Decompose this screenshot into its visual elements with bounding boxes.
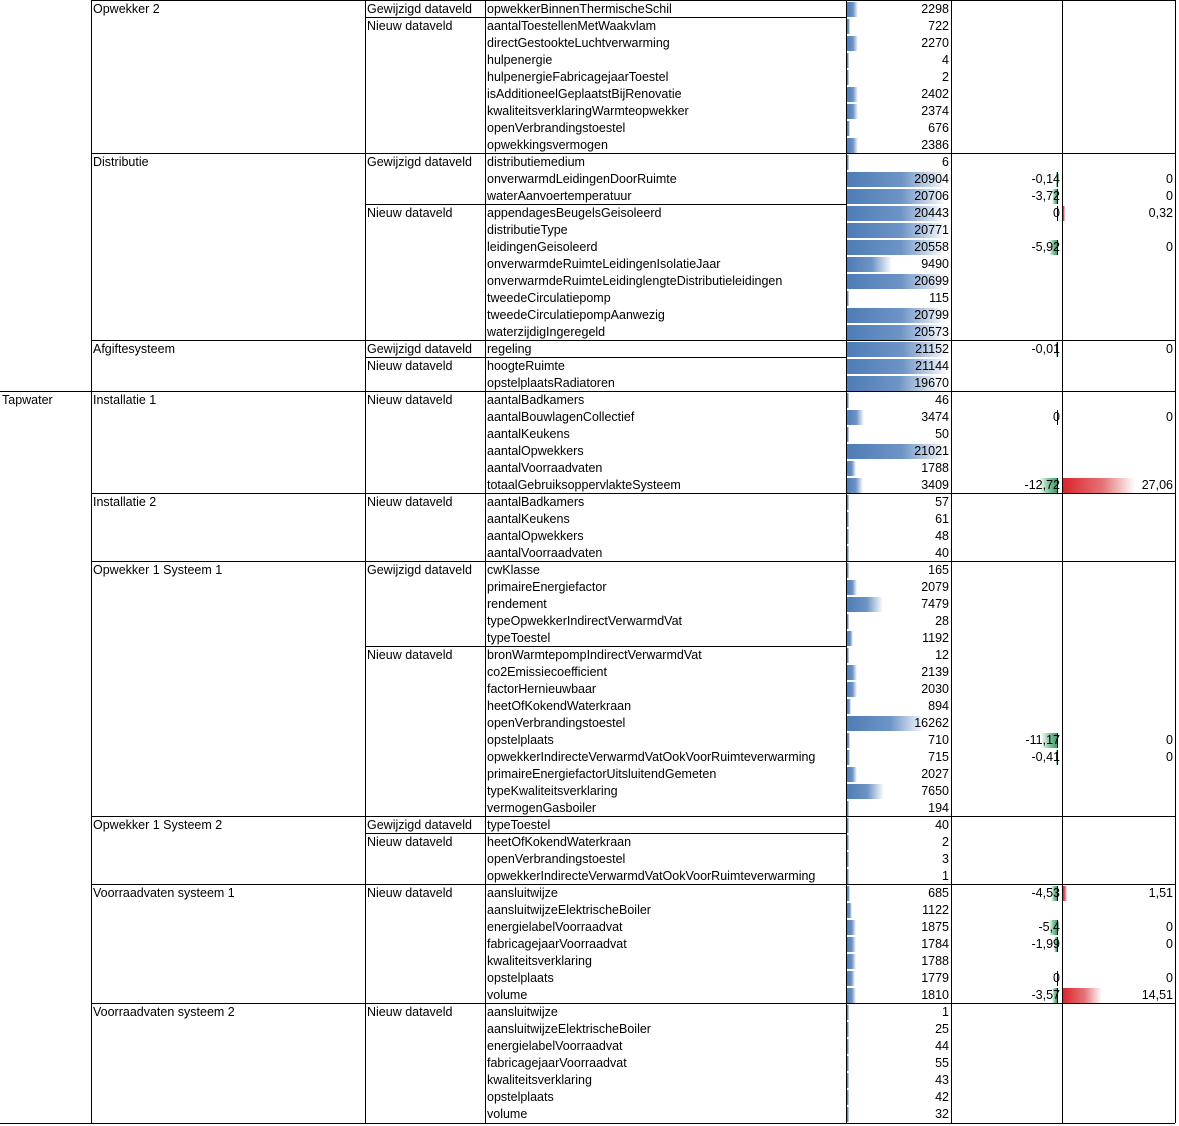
min-delta-cell[interactable]: 0 [1053,971,1060,985]
count-cell[interactable]: 55 [935,1056,949,1070]
min-delta-cell[interactable]: -1,99 [1031,937,1060,951]
group-cell[interactable]: Installatie 2 [93,495,157,509]
field-name-cell[interactable]: aansluitwijze [487,1005,558,1019]
field-name-cell[interactable]: opstelplaats [487,733,554,747]
max-delta-cell[interactable]: 14,51 [1141,988,1173,1002]
count-cell[interactable]: 1 [942,869,949,883]
count-cell[interactable]: 2139 [921,665,949,679]
field-name-cell[interactable]: opstelplaats [487,971,554,985]
count-cell[interactable]: 2030 [921,682,949,696]
count-cell[interactable]: 2 [942,70,949,84]
count-cell[interactable]: 1875 [921,920,949,934]
count-cell[interactable]: 20799 [914,308,949,322]
field-name-cell[interactable]: totaalGebruiksoppervlakteSysteem [487,478,681,492]
count-cell[interactable]: 1788 [921,954,949,968]
change-type-cell[interactable]: Nieuw dataveld [367,886,453,900]
count-cell[interactable]: 2298 [921,2,949,16]
max-delta-cell[interactable]: 0 [1166,189,1173,203]
count-cell[interactable]: 194 [928,801,949,815]
count-cell[interactable]: 20443 [914,206,949,220]
change-type-cell[interactable]: Nieuw dataveld [367,359,453,373]
field-name-cell[interactable]: onverwarmdeRuimteLeidingenIsolatieJaar [487,257,721,271]
max-delta-cell[interactable]: 0 [1166,937,1173,951]
count-cell[interactable]: 20904 [914,172,949,186]
count-cell[interactable]: 25 [935,1022,949,1036]
field-name-cell[interactable]: hoogteRuimte [487,359,565,373]
min-delta-cell[interactable]: -0,14 [1031,172,1060,186]
field-name-cell[interactable]: typeKwaliteitsverklaring [487,784,618,798]
field-name-cell[interactable]: openVerbrandingstoestel [487,716,626,730]
field-name-cell[interactable]: distributieType [487,223,568,237]
max-delta-cell[interactable]: 1,51 [1148,886,1173,900]
count-cell[interactable]: 715 [928,750,949,764]
count-cell[interactable]: 16262 [914,716,949,730]
count-cell[interactable]: 3474 [921,410,949,424]
min-delta-cell[interactable]: -5,92 [1031,240,1060,254]
max-delta-cell[interactable]: 0 [1166,172,1173,186]
count-cell[interactable]: 12 [935,648,949,662]
count-cell[interactable]: 2386 [921,138,949,152]
group-cell[interactable]: Distributie [93,155,149,169]
group-cell[interactable]: Installatie 1 [93,393,157,407]
field-name-cell[interactable]: isAdditioneelGeplaatstBijRenovatie [487,87,682,101]
change-type-cell[interactable]: Nieuw dataveld [367,393,453,407]
count-cell[interactable]: 710 [928,733,949,747]
min-delta-cell[interactable]: -12,72 [1024,478,1060,492]
field-name-cell[interactable]: aantalKeukens [487,512,570,526]
group-border [0,1123,1175,1124]
field-name-cell[interactable]: opstelplaats [487,1090,554,1104]
change-type-cell[interactable]: Nieuw dataveld [367,835,453,849]
change-type-cell[interactable]: Nieuw dataveld [367,495,453,509]
field-name-cell[interactable]: aantalBadkamers [487,393,585,407]
field-name-cell[interactable]: volume [487,1107,528,1121]
field-name-cell[interactable]: bronWarmtepompIndirectVerwarmdVat [487,648,702,662]
min-delta-cell[interactable]: -4,53 [1031,886,1060,900]
field-name-cell[interactable]: co2Emissiecoefficient [487,665,607,679]
category-cell[interactable]: Tapwater [2,393,53,407]
field-name-cell[interactable]: primaireEnergiefactor [487,580,607,594]
count-cell[interactable]: 42 [935,1090,949,1104]
field-name-cell[interactable]: aantalOpwekkers [487,529,584,543]
count-cell[interactable]: 2374 [921,104,949,118]
group-cell[interactable]: Voorraadvaten systeem 1 [93,886,235,900]
field-name-cell[interactable]: kwaliteitsverklaring [487,1073,592,1087]
group-cell[interactable]: Voorraadvaten systeem 2 [93,1005,235,1019]
field-name-cell[interactable]: heetOfKokendWaterkraan [487,835,632,849]
group-cell[interactable]: Opwekker 1 Systeem 2 [93,818,223,832]
count-cell[interactable]: 46 [935,393,949,407]
change-type-cell[interactable]: Nieuw dataveld [367,19,453,33]
field-name-cell[interactable]: tweedeCirculatiepomp [487,291,611,305]
change-type-cell[interactable]: Gewijzigd dataveld [367,342,472,356]
max-delta-cell[interactable]: 0 [1166,240,1173,254]
max-delta-cell[interactable]: 0 [1166,920,1173,934]
count-cell[interactable]: 50 [935,427,949,441]
column-border [1175,0,1176,1123]
group-cell[interactable]: Opwekker 1 Systeem 1 [93,563,223,577]
count-cell[interactable]: 44 [935,1039,949,1053]
count-cell[interactable]: 2270 [921,36,949,50]
count-cell[interactable]: 6 [942,155,949,169]
field-name-cell[interactable]: typeToestel [487,818,551,832]
field-name-cell[interactable]: vermogenGasboiler [487,801,597,815]
field-name-cell[interactable]: hulpenergie [487,53,553,67]
count-cell[interactable]: 676 [928,121,949,135]
count-cell[interactable]: 20699 [914,274,949,288]
count-cell[interactable]: 28 [935,614,949,628]
count-cell[interactable]: 57 [935,495,949,509]
field-name-cell[interactable]: directGestookteLuchtverwarming [487,36,670,50]
max-delta-cell[interactable]: 0 [1166,750,1173,764]
field-name-cell[interactable]: fabricagejaarVoorraadvat [487,1056,627,1070]
count-cell[interactable]: 20558 [914,240,949,254]
field-name-cell[interactable]: openVerbrandingstoestel [487,121,626,135]
change-type-cell[interactable]: Nieuw dataveld [367,648,453,662]
field-name-cell[interactable]: onverwarmdeRuimteLeidinglengteDistributieleidingen [487,274,783,288]
field-name-cell[interactable]: regeling [487,342,532,356]
max-delta-cell[interactable]: 0 [1166,342,1173,356]
min-delta-cell[interactable]: -5,4 [1038,920,1060,934]
min-delta-cell[interactable]: 0 [1053,410,1060,424]
field-name-cell[interactable]: cwKlasse [487,563,540,577]
field-name-cell[interactable]: typeOpwekkerIndirectVerwarmdVat [487,614,682,628]
count-cell[interactable]: 48 [935,529,949,543]
field-name-cell[interactable]: openVerbrandingstoestel [487,852,626,866]
count-cell[interactable]: 722 [928,19,949,33]
change-type-cell[interactable]: Gewijzigd dataveld [367,2,472,16]
count-cell[interactable]: 165 [928,563,949,577]
field-name-cell[interactable]: factorHernieuwbaar [487,682,597,696]
field-name-cell[interactable]: kwaliteitsverklaringWarmteopwekker [487,104,689,118]
count-cell[interactable]: 43 [935,1073,949,1087]
field-name-cell[interactable]: energielabelVoorraadvat [487,1039,623,1053]
group-cell[interactable]: Opwekker 2 [93,2,160,16]
count-cell[interactable]: 2 [942,835,949,849]
field-name-cell[interactable]: appendagesBeugelsGeisoleerd [487,206,662,220]
count-cell[interactable]: 21144 [915,359,949,373]
count-cell[interactable]: 894 [928,699,949,713]
field-name-cell[interactable]: fabricagejaarVoorraadvat [487,937,627,951]
field-name-cell[interactable]: opwekkerBinnenThermischeSchil [487,2,672,16]
field-name-cell[interactable]: energielabelVoorraadvat [487,920,623,934]
change-type-cell[interactable]: Gewijzigd dataveld [367,155,472,169]
count-cell[interactable]: 1788 [921,461,949,475]
field-name-cell[interactable]: aantalToestellenMetWaakvlam [487,19,657,33]
count-cell[interactable]: 1810 [921,988,949,1002]
count-cell[interactable]: 21152 [915,342,949,356]
count-cell[interactable]: 21021 [914,444,949,458]
field-name-cell[interactable]: onverwarmdLeidingenDoorRuimte [487,172,677,186]
count-cell[interactable]: 1 [942,1005,949,1019]
field-name-cell[interactable]: opwekkerIndirecteVerwarmdVatOokVoorRuimteverwarming [487,869,816,883]
min-delta-cell[interactable]: -0,01 [1031,342,1060,356]
change-type-cell[interactable]: Nieuw dataveld [367,1005,453,1019]
group-cell[interactable]: Afgiftesysteem [93,342,175,356]
count-cell[interactable]: 19670 [914,376,949,390]
field-name-cell[interactable]: aantalVoorraadvaten [487,461,603,475]
count-cell[interactable]: 61 [935,512,949,526]
field-name-cell[interactable]: leidingenGeisoleerd [487,240,598,254]
min-delta-cell[interactable]: -11,17 [1025,733,1060,747]
field-name-cell[interactable]: aantalVoorraadvaten [487,546,603,560]
min-delta-cell[interactable]: -0,41 [1031,750,1060,764]
count-cell[interactable]: 685 [928,886,949,900]
count-cell[interactable]: 9490 [921,257,949,271]
count-cell[interactable]: 4 [942,53,949,67]
field-name-cell[interactable]: opwekkingsvermogen [487,138,608,152]
count-cell[interactable]: 3409 [921,478,949,492]
field-name-cell[interactable]: distributiemedium [487,155,585,169]
count-cell[interactable]: 2079 [921,580,949,594]
field-name-cell[interactable]: primaireEnergiefactorUitsluitendGemeten [487,767,717,781]
count-cell[interactable]: 20573 [914,325,949,339]
field-name-cell[interactable]: opstelplaatsRadiatoren [487,376,615,390]
count-cell[interactable]: 3 [942,852,949,866]
count-cell[interactable]: 115 [929,291,949,305]
field-name-cell[interactable]: kwaliteitsverklaring [487,954,592,968]
field-name-cell[interactable]: aansluitwijze [487,886,558,900]
count-cell[interactable]: 1122 [922,903,949,917]
change-type-cell[interactable]: Nieuw dataveld [367,206,453,220]
field-name-cell[interactable]: aantalBadkamers [487,495,585,509]
max-delta-cell[interactable]: 0 [1166,971,1173,985]
max-delta-cell[interactable]: 0,32 [1148,206,1173,220]
count-cell[interactable]: 20771 [914,223,949,237]
max-delta-cell[interactable]: 27,06 [1141,478,1173,492]
max-delta-cell[interactable]: 0 [1166,410,1173,424]
field-name-cell[interactable]: typeToestel [487,631,551,645]
change-type-cell[interactable]: Gewijzigd dataveld [367,563,472,577]
count-cell[interactable]: 1779 [921,971,949,985]
field-name-cell[interactable]: aantalBouwlagenCollectief [487,410,635,424]
min-delta-cell[interactable]: -3,57 [1031,988,1060,1002]
count-cell[interactable]: 20706 [914,189,949,203]
field-name-cell[interactable]: rendement [487,597,547,611]
field-name-cell[interactable]: aansluitwijzeElektrischeBoiler [487,903,651,917]
count-cell[interactable]: 7479 [921,597,949,611]
field-name-cell[interactable]: aantalOpwekkers [487,444,584,458]
count-cell[interactable]: 1784 [921,937,949,951]
count-cell[interactable]: 7650 [921,784,949,798]
field-name-cell[interactable]: waterAanvoertemperatuur [487,189,632,203]
change-type-cell[interactable]: Gewijzigd dataveld [367,818,472,832]
min-delta-cell[interactable]: 0 [1053,206,1060,220]
field-name-cell[interactable]: tweedeCirculatiepompAanwezig [487,308,665,322]
field-name-cell[interactable]: volume [487,988,528,1002]
count-cell[interactable]: 2402 [921,87,949,101]
field-name-cell[interactable]: waterzijdigIngeregeld [487,325,606,339]
field-name-cell[interactable]: heetOfKokendWaterkraan [487,699,632,713]
field-name-cell[interactable]: aantalKeukens [487,427,570,441]
field-name-cell[interactable]: opwekkerIndirecteVerwarmdVatOokVoorRuimteverwarming [487,750,816,764]
max-delta-cell[interactable]: 0 [1166,733,1173,747]
count-cell[interactable]: 2027 [921,767,949,781]
field-name-cell[interactable]: hulpenergieFabricagejaarToestel [487,70,669,84]
count-cell[interactable]: 40 [935,546,949,560]
min-delta-cell[interactable]: -3,72 [1031,189,1060,203]
count-cell[interactable]: 1192 [922,631,949,645]
count-cell[interactable]: 40 [935,818,949,832]
field-name-cell[interactable]: aansluitwijzeElektrischeBoiler [487,1022,651,1036]
count-cell[interactable]: 32 [935,1107,949,1121]
